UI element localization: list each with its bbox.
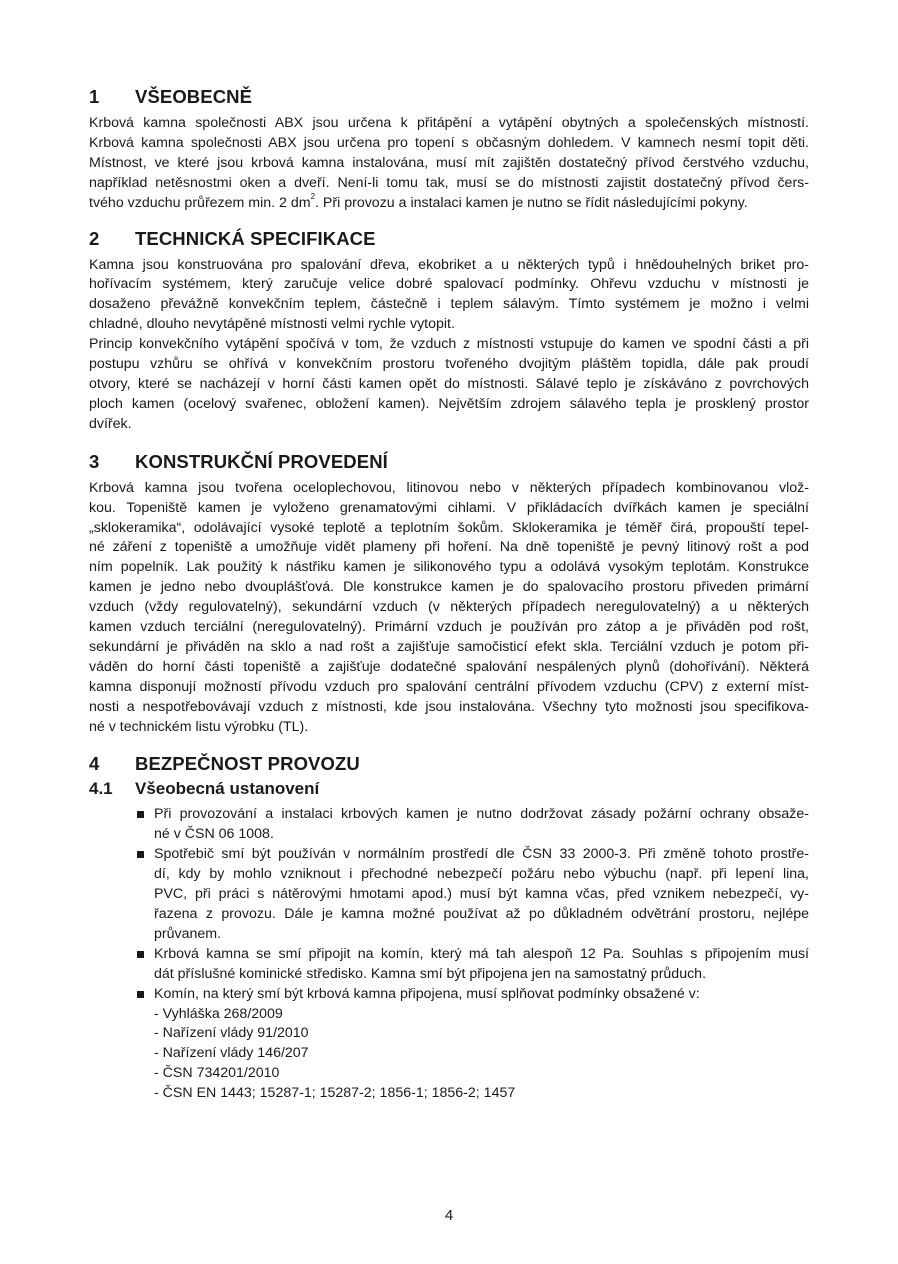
text-line: dvířek.	[89, 415, 132, 432]
text-line: postupu vzhůru se ohřívá v konvekčním prostoru tvořeného dvojitým pláštěm topidla, dále pak proudí	[89, 356, 809, 373]
text-line: Krbová kamna jsou tvořena oceloplechovou, litinovou nebo v některých případech kombinovanou vlož-	[89, 479, 809, 496]
text-line: řazena z provozu. Dále je kamna možné používat až po důkladném odvětrání prostoru, nejlépe	[154, 906, 809, 922]
bullet-item	[136, 805, 809, 845]
bullet-square-icon	[137, 951, 144, 958]
text-line: Komín, na který smí být krbová kamna připojena, musí splňovat podmínky obsažené v:	[154, 985, 700, 1002]
text-fragment: . Při provozu a instalaci kamen je nutno se řídit následujícími pokyny.	[315, 194, 748, 211]
text-line	[89, 191, 809, 214]
text-line: Krbová kamna společnosti ABX jsou určena pro topení s občasným dohledem. V kamnech nesmí topit děti.	[89, 134, 809, 151]
section-title: VŠEOBECNĚ	[135, 86, 253, 107]
text-line: Princip konvekčního vytápění spočívá v tom, že vzduch z místnosti vstupuje do kamen ve spodní části a při	[89, 336, 809, 353]
subsection-title: Všeobecná ustanovení	[135, 779, 320, 799]
text-line: Kamna jsou konstruována pro spalování dřeva, ekobriket a u některých typů i hnědouhelných briket pro-	[89, 256, 809, 273]
text-line: Krbová kamna společnosti ABX jsou určena k přitápění a vytápění obytných a společenských místností.	[89, 115, 809, 131]
text-line: hořívacím systémem, který zaručuje velice dobré spalovací podmínky. Ohřevu vzduchu v místnosti je	[89, 276, 809, 293]
standard-item: - Vyhláška 268/2009	[154, 1005, 283, 1022]
section-2-body	[89, 256, 809, 435]
bullet-list	[89, 805, 809, 1104]
text-line: váděn do horní části topeniště a zajišťuje dodatečné spalování nespálených plynů (dohořívání). Některá	[89, 658, 809, 675]
bullet-square-icon	[137, 811, 144, 818]
text-line: kou. Topeniště kamen je vyloženo grenamatovými cihlami. V přikládacích dvířkách kamen je speciální	[89, 499, 809, 516]
text-line: „sklokeramika“, odolávající vysoké teplotě a teplotním šokům. Sklokeramika je téměř čirá, propouští tepel-	[89, 519, 809, 536]
text-line: ním popelník. Lak použitý k nástřiku kamen je silikonového typu a odolává vysokým teplotám. Konstrukce	[89, 559, 809, 576]
text-line: dí, kdy by mohlo vzniknout i přechodné nebezpečí požáru nebo výbuchu (např. při lepení lina,	[154, 866, 809, 883]
text-line: kamen je jedno nebo dvouplášťová. Dle konstrukce kamen je do spalovacího prostoru přiveden primární	[89, 579, 809, 596]
text-line: né v ČSN 06 1008.	[154, 826, 274, 843]
text-line: Krbová kamna se smí připojit na komín, který má tah alespoň 12 Pa. Souhlas s připojením musí	[154, 945, 809, 962]
standard-item: - ČSN 734201/2010	[154, 1065, 280, 1082]
section-number: 3	[89, 450, 100, 472]
section-title: KONSTRUKČNÍ PROVEDENÍ	[135, 450, 388, 472]
text-line: dosaženo převážně konvekčním teplem, částečně i teplem sálavým. Tímto systémem je možno i velmi	[89, 296, 809, 313]
text-line: průvanem.	[154, 925, 222, 942]
section-title: BEZPEČNOST PROVOZU	[135, 753, 360, 775]
standard-item: - Nařízení vlády 146/207	[154, 1045, 309, 1062]
section-1-heading	[89, 86, 809, 112]
text-line: kamen vzduch terciální (neregulovatelný). Primární vzduch je používán pro zátop a je přiváděn pod rošt,	[89, 619, 809, 636]
standard-item: - ČSN EN 1443; 15287-1; 15287-2; 1856-1; 1856-2; 1457	[154, 1085, 516, 1102]
section-title: TECHNICKÁ SPECIFIKACE	[135, 227, 376, 249]
text-line: Spotřebič smí být používán v normálním prostředí dle ČSN 33 2000-3. Při změně tohoto prostře-	[154, 846, 809, 863]
section-1-body	[89, 114, 809, 214]
section-number: 4	[89, 753, 100, 775]
text-line: né v technickém listu výrobku (TL).	[89, 718, 309, 735]
text-line: kamna disponují možností přívodu vzduch pro spalování centrální přívodem vzduchu (CPV) z externí míst-	[89, 678, 809, 695]
standard-item: - Nařízení vlády 91/2010	[154, 1025, 309, 1042]
bullet-item	[136, 985, 809, 1104]
text-line: dát příslušné kominické středisko. Kamna smí být připojena jen na samostatný průduch.	[154, 965, 707, 982]
bullet-item	[136, 845, 809, 945]
text-line: chladné, dlouho nevytápěné místnosti velmi rychle vytopit.	[89, 316, 455, 333]
bullet-square-icon	[137, 851, 144, 858]
text-line: sekundární je přiváděn na sklo a nad rošt a zajišťuje samočisticí efekt skla. Terciální vzduch je potom při-	[89, 638, 809, 655]
text-line: PVC, při práci s nátěrovými hmotami apod.) musí být kamna včas, před vznikem nebezpečí, vy-	[154, 886, 809, 903]
section-number: 1	[89, 86, 100, 107]
section-2-heading	[89, 228, 809, 254]
bullet-square-icon	[137, 991, 144, 998]
section-number: 2	[89, 227, 100, 249]
text-line: nosti a nespotřebovávají vzduch z místnosti, kde jsou instalována. Všechny tyto možnosti jsou specifikova-	[89, 698, 809, 715]
text-line: Při provozování a instalaci krbových kamen je nutno dodržovat zásady požární ochrany obsaže-	[154, 806, 809, 823]
section-4-heading	[89, 753, 809, 779]
text-line: otvory, které se nacházejí v horní části kamen opět do místnosti. Sálavé teplo je získáváno z povrchových	[89, 375, 809, 392]
text-line: ploch kamen (ocelový svařenec, obložení kamen). Největším zdrojem sálavého tepla je prosklený prostor	[89, 395, 809, 412]
subsection-number: 4.1	[89, 779, 113, 799]
section-3-body	[89, 479, 809, 738]
page-number: 4	[444, 1207, 454, 1224]
subsection-4-1-heading	[89, 779, 809, 803]
text-fragment: tvého vzduchu průřezem min. 2 dm	[89, 194, 311, 211]
superscript: 2	[310, 191, 316, 201]
standards-list	[154, 1005, 809, 1105]
bullet-item	[136, 945, 809, 985]
text-line: Místnost, ve které jsou krbová kamna instalována, musí mít zajištěn dostatečný přívod čerstvého vzduchu,	[89, 154, 809, 171]
text-line: například netěsnostmi oken a dveří. Není-li tomu tak, musí se do místnosti zajistit dostatečný přívod čers-	[89, 174, 809, 191]
document-page	[89, 86, 809, 1104]
text-line: né záření z topeniště a umožňuje vidět plameny při hoření. Na dně topeniště je pevný litinový rošt a pod	[89, 539, 809, 556]
section-3-heading	[89, 451, 809, 477]
text-line: vzduch (vždy regulovatelný), sekundární vzduch (v některých případech neregulovatelný) a u některých	[89, 599, 809, 616]
